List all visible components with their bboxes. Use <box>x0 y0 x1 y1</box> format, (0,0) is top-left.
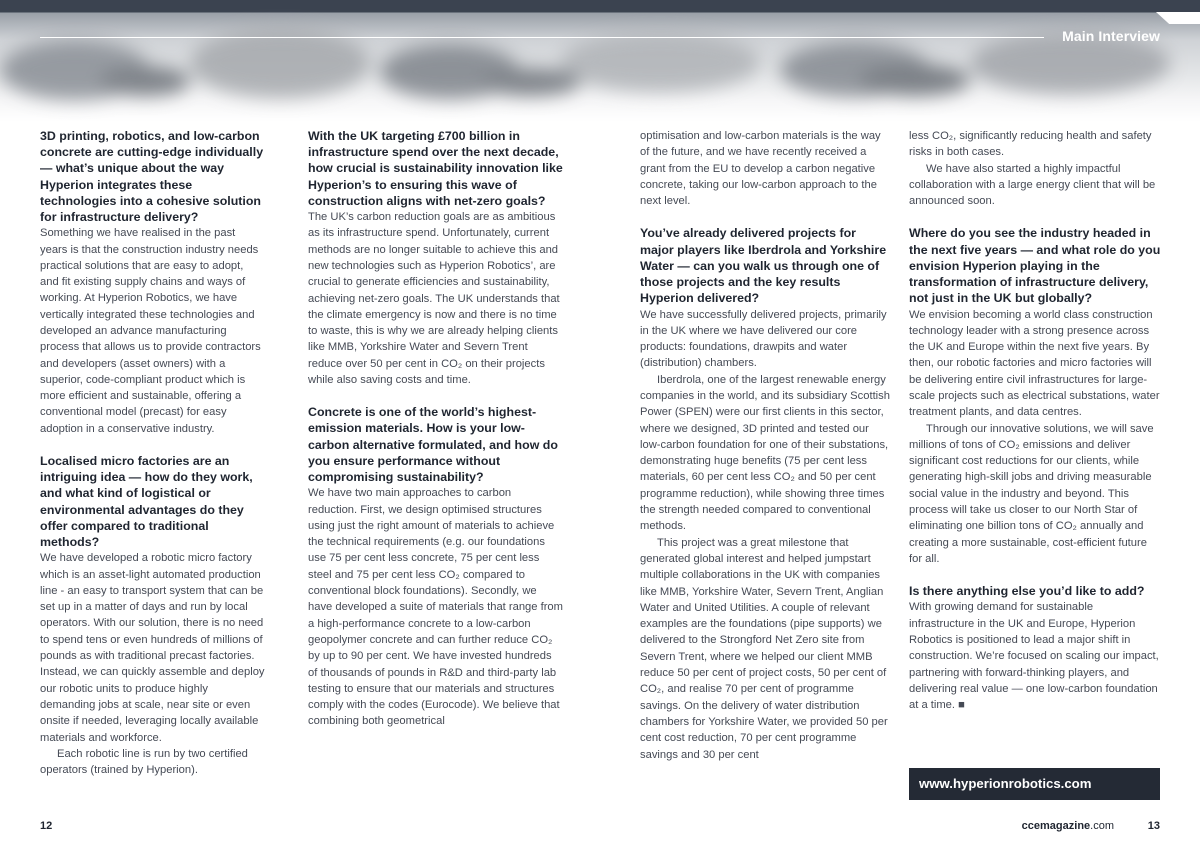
header-banner-image <box>0 0 1200 122</box>
answer-paragraph: Iberdrola, one of the largest renewable energy companies in the world, and its subsidiary Scottish Power (SPEN) were our first clients in this sector, where we designed, 3D printed and tested our low-carbon foundation for one of their substations, demonstrating huge benefits (75 per cent less materials, 60 per cent less CO₂ and 50 per cent programme reduction), while showing three times the strength needed compared to conventional methods. <box>640 373 890 533</box>
answer-paragraph: optimisation and low-carbon materials is the way of the future, and we have recently received a grant from the EU to develop a carbon negative concrete, taking our low-carbon approach to the next level. <box>640 130 881 208</box>
answer-paragraph: The UK’s carbon reduction goals are as ambitious as its infrastructure spend. Unfortunately, current methods are no longer suitable to achieve this and new technologies such as Hyperion Robotics’, are crucial to generate efficiencies and sustainability, achieving net-zero goals. The UK understands that the climate emergency is now and there is no time to waste, this is why we are already helping clients like MMB, Yorkshire Water and Severn Trent reduce over 50 per cent in CO₂ on their projects while also saving costs and time. <box>308 211 560 386</box>
answer-paragraph: We envision becoming a world class construction technology leader with a strong presence across the UK and Europe within the next five years. By then, our robotic factories and micro factories will be delivering entire civil infrastructures for large-scale projects such as electrical substations, water treatment plants, and data centres. <box>909 308 1160 419</box>
answer-paragraph: Each robotic line is run by two certified operators (trained by Hyperion). <box>40 747 248 777</box>
answer-paragraph: We have successfully delivered projects, primarily in the UK where we have delivered our core products: foundations, drawpits and water (distribution) chambers. <box>640 308 887 370</box>
column-4 <box>909 128 1161 714</box>
answer-paragraph: We have two main approaches to carbon reduction. First, we design optimised structures using just the right amount of materials to achieve the technical requirements (e.g. our foundations use 75 per cent less concrete, 75 per cent less steel and 75 per cent less CO₂ compared to conventional block foundations). Secondly, we have developed a suite of materials that range from a high-performance concrete to a low-carbon geopolymer concrete and can further reduce CO₂ by up to 90 per cent. We have invested hundreds of thousands of pounds in R&D and third-party lab testing to ensure that our materials and structures comply with the codes (Eurocode). We believe that combining both geometrical <box>308 487 563 728</box>
page-number-right: 13 <box>1147 820 1160 832</box>
question-heading: Where do you see the industry headed in the next five years — and what role do you envision Hyperion playing in the transformation of infrastructure delivery, not just in the UK but globally? <box>909 226 1161 306</box>
answer-paragraph: Something we have realised in the past years is that the construction industry needs practical solutions that are easy to adopt, and fit existing supply chains and ways of working. At Hyperion Robotics, we have vertically integrated these technologies and developed an advance manufacturing process that allows us to provide contractors and developers (asset owners) with a superior, code-compliant product which is more efficient and sustainable, offering a conventional model (precast) for easy adoption in a conservative industry. <box>40 227 261 435</box>
question-heading: With the UK targeting £700 billion in infrastructure spend over the next decade, how crucial is sustainability innovation like Hyperion’s to ensuring this wave of construction aligns with net-zero goals? <box>308 129 563 208</box>
magazine-url[interactable] <box>1022 820 1114 832</box>
answer-paragraph: This project was a great milestone that generated global interest and helped jumpstart multiple collaborations in the UK with companies like MMB, Yorkshire Water, Severn Trent, Anglian Water and United Utilities. A couple of relevant examples are the foundations (pipe supports) we delivered to the Strongford Net Zero site from Severn Trent, where we helped our client MMB reduce 50 per cent of project costs, 50 per cent of CO₂, and realise 70 per cent of programme savings. On the delivery of water distribution chambers for Yorkshire Water, we provided 50 per cent cost reduction, 70 per cent programme savings and 30 per cent <box>640 536 888 761</box>
website-link[interactable]: www.hyperionrobotics.com <box>909 768 1160 800</box>
column-2 <box>308 128 563 730</box>
column-3 <box>640 128 890 763</box>
question-heading: Is there anything else you’d like to add? <box>909 584 1145 599</box>
page-number-left: 12 <box>40 820 53 832</box>
answer-paragraph: We have developed a robotic micro factory which is an asset-light automated production line - an easy to transport system that can be set up in a matter of days and run by local operators. With our solution, there is no need to spend tens or even hundreds of millions of pounds as with traditional precast factories. Instead, we can quickly assemble and deploy our robotic units to produce highly demanding jobs at scale, near site or even onsite if needed, leveraging locally available materials and workforce. <box>40 552 265 744</box>
answer-paragraph: With growing demand for sustainable infrastructure in the UK and Europe, Hyperion Robotics is positioned to lead a major shift in construction. We’re focused on scaling our impact, partnering with forward-thinking players, and delivering real value — one low-carbon foundation at a time. ■ <box>909 601 1159 712</box>
answer-paragraph: less CO₂, significantly reducing health and safety risks in both cases. <box>909 130 1152 159</box>
header-rule <box>40 37 1044 38</box>
question-heading: You’ve already delivered projects for major players like Iberdrola and Yorkshire Water — can you walk us through one of those projects and the key results Hyperion delivered? <box>640 226 887 306</box>
answer-paragraph: We have also started a highly impactful collaboration with a large energy client that will be announced soon. <box>909 162 1156 208</box>
question-heading: Concrete is one of the world’s highest-emission materials. How is your low-carbon alternative formulated, and how do you ensure performance without compromising sustainability? <box>308 405 558 485</box>
column-1 <box>40 128 265 778</box>
magazine-name: ccemagazine <box>1021 820 1091 832</box>
blurred-photo <box>0 18 1200 108</box>
question-heading: 3D printing, robotics, and low-carbon concrete are cutting-edge individually — what’s unique about the way Hyperion integrates these technologies into a cohesive solution for infrastructure delivery? <box>40 129 264 225</box>
answer-paragraph: Through our innovative solutions, we will save millions of tons of CO₂ emissions and deliver significant cost reductions for our clients, while generating high-skill jobs and driving measurable social value in the industry and beyond. This process will take us closer to our North Star of eliminating one billion tons of CO₂ annually and creating a more sustainable, cost-efficient future for all. <box>909 422 1154 565</box>
question-heading: Localised micro factories are an intriguing idea — how do they work, and what kind of logistical or environmental advantages do they offer compared to traditional methods? <box>40 454 253 550</box>
magazine-domain: .com <box>1090 820 1114 832</box>
section-title: Main Interview <box>1062 28 1160 44</box>
